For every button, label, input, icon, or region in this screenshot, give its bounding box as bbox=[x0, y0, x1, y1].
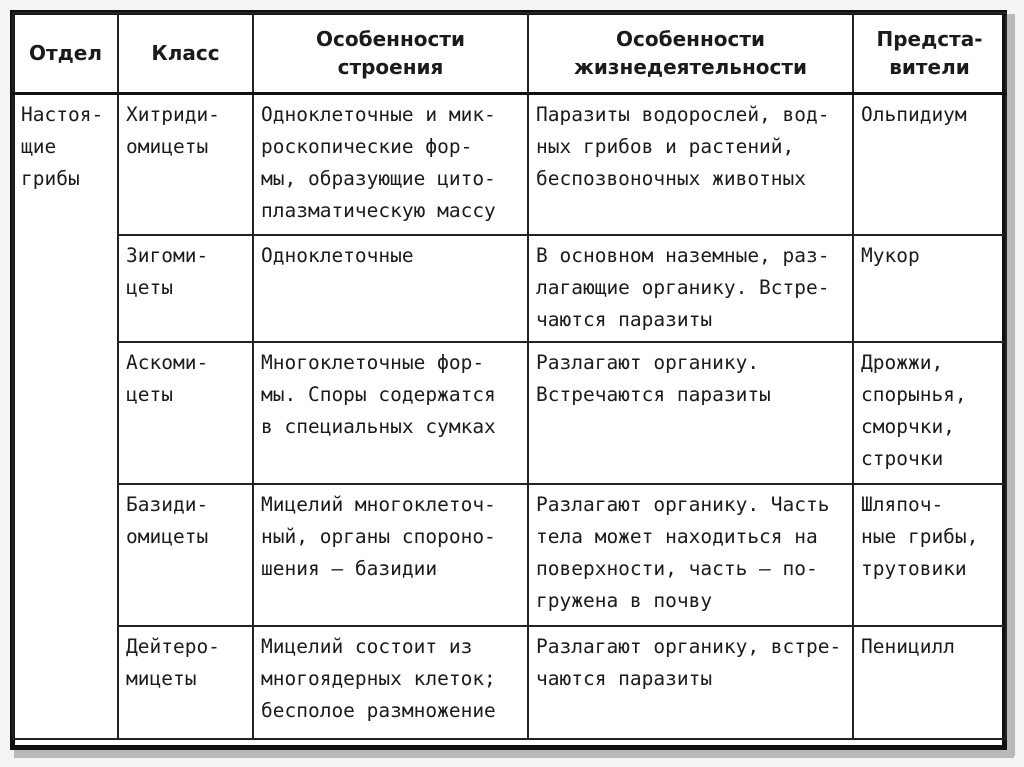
table-row bbox=[13, 342, 1006, 484]
class-cell: Хитриди- омицеты bbox=[118, 93, 253, 235]
life-cell: Паразиты водорослей, вод- ных грибов и растений, беспозвоночных животных bbox=[528, 93, 853, 235]
division-cell: Настоя- щие грибы bbox=[13, 93, 118, 739]
examples-cell: Шляпоч- ные грибы, трутовики bbox=[853, 484, 1006, 626]
table-row bbox=[13, 626, 1006, 739]
frame-shadow-bottom bbox=[14, 750, 1014, 758]
examples-cell: Ольпидиум bbox=[853, 93, 1006, 235]
class-cell: Аскоми- цеты bbox=[118, 342, 253, 484]
header-class: Класс bbox=[118, 13, 253, 93]
frame-shadow-right bbox=[1007, 14, 1015, 756]
structure-cell: Многоклеточные фор- мы. Споры содержатся в специальных сумках bbox=[253, 342, 528, 484]
structure-cell: Мицелий состоит из многоядерных клеток; бесполое размножение bbox=[253, 626, 528, 739]
structure-cell: Одноклеточные и мик- роскопические фор- мы, образующие цито- плазматическую массу bbox=[253, 93, 528, 235]
class-cell: Зигоми- цеты bbox=[118, 235, 253, 342]
examples-cell: Дрожжи, спорынья, сморчки, строчки bbox=[853, 342, 1006, 484]
life-cell: Разлагают органику. Встречаются паразиты bbox=[528, 342, 853, 484]
fungi-table bbox=[12, 12, 1007, 740]
table-row bbox=[13, 235, 1006, 342]
class-cell: Базиди- омицеты bbox=[118, 484, 253, 626]
examples-cell: Пеницилл bbox=[853, 626, 1006, 739]
structure-cell: Одноклеточные bbox=[253, 235, 528, 342]
header-structure: Особенности строения bbox=[253, 13, 528, 93]
header-division: Отдел bbox=[13, 13, 118, 93]
table-row bbox=[13, 93, 1006, 235]
life-cell: В основном наземные, раз- лагающие органику. Встре- чаются паразиты bbox=[528, 235, 853, 342]
header-examples: Предста- вители bbox=[853, 13, 1006, 93]
header-row bbox=[13, 13, 1006, 93]
structure-cell: Мицелий многоклеточ- ный, органы спороно- шения — базидии bbox=[253, 484, 528, 626]
life-cell: Разлагают органику, встре- чаются паразиты bbox=[528, 626, 853, 739]
header-life: Особенности жизнедеятельности bbox=[528, 13, 853, 93]
class-cell: Дейтеро- мицеты bbox=[118, 626, 253, 739]
table-row bbox=[13, 484, 1006, 626]
examples-cell: Мукор bbox=[853, 235, 1006, 342]
life-cell: Разлагают органику. Часть тела может находиться на поверхности, часть — по- гружена в почву bbox=[528, 484, 853, 626]
